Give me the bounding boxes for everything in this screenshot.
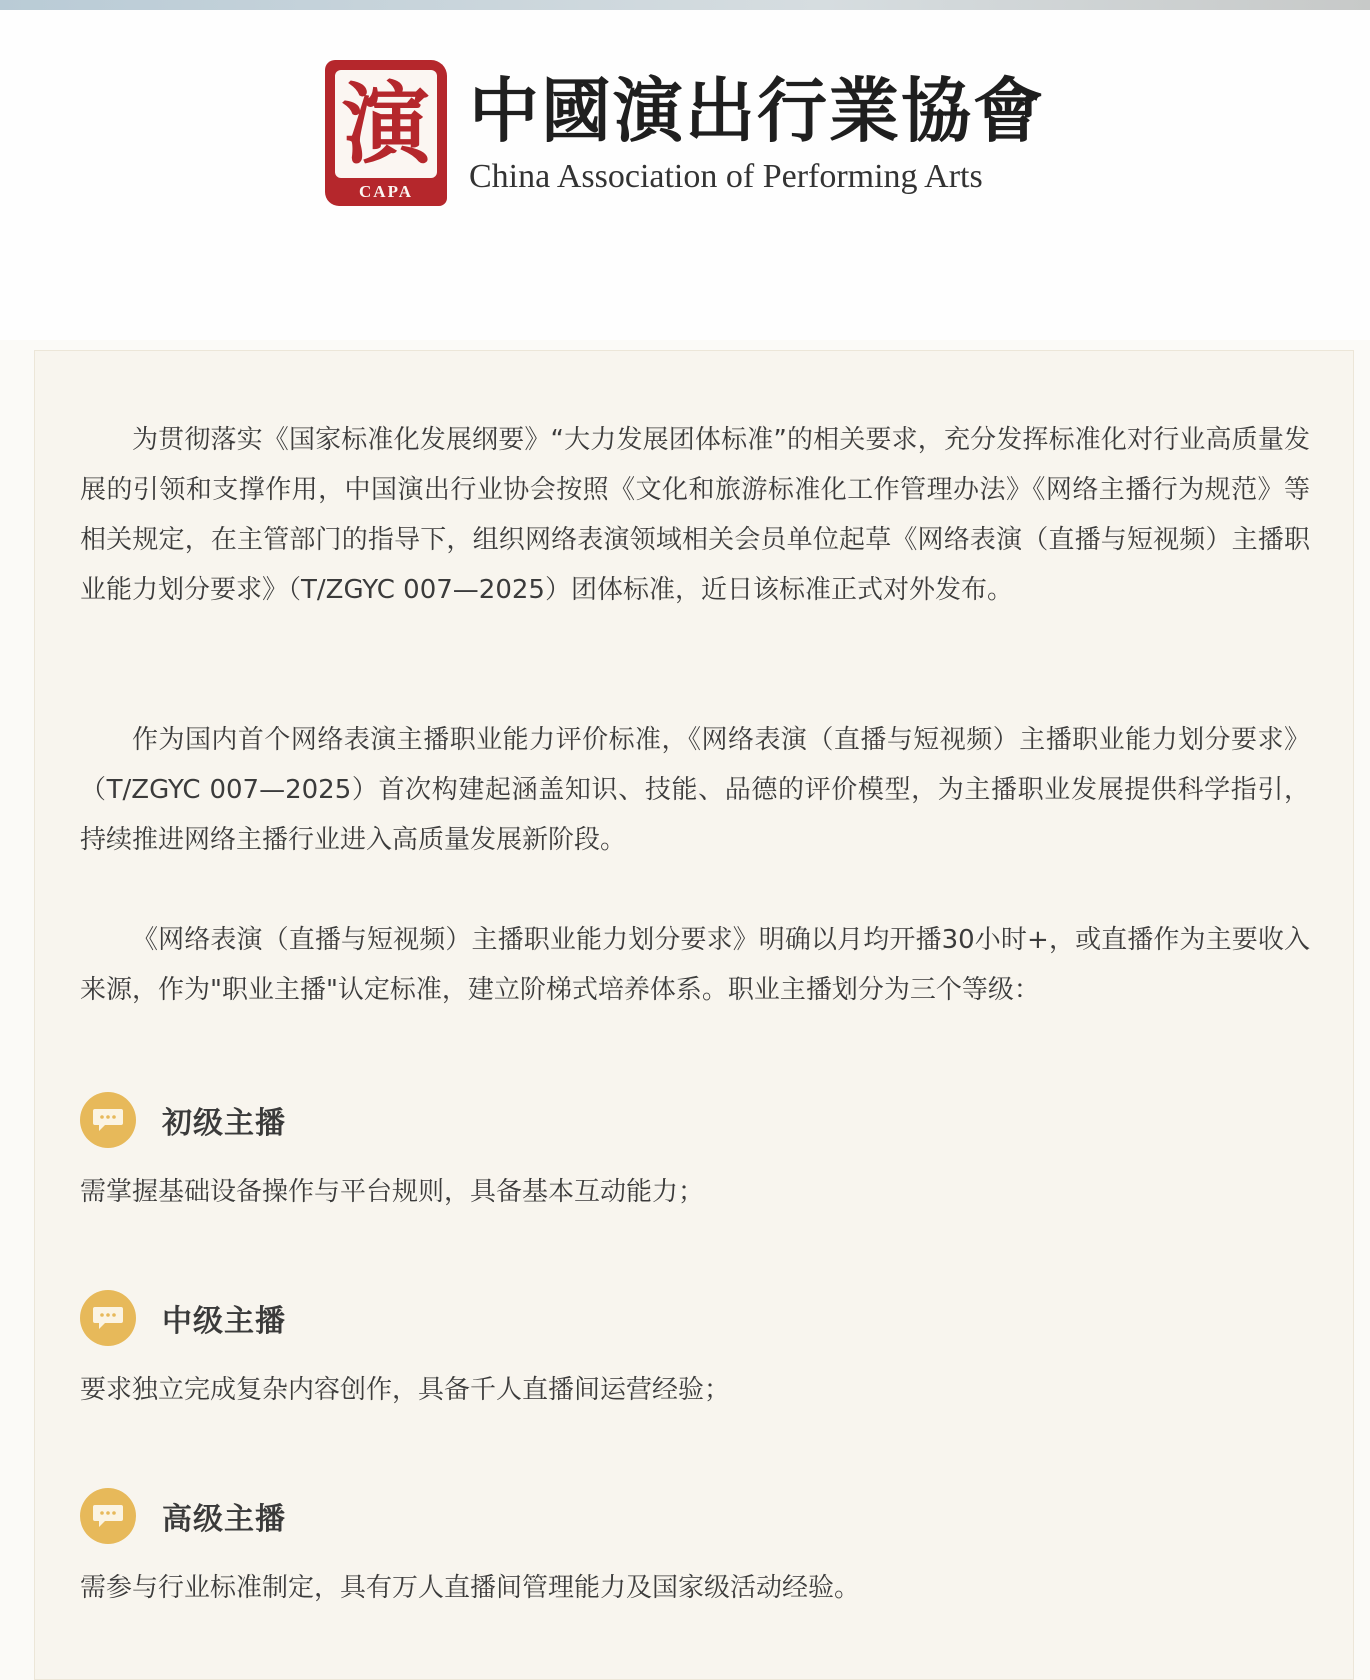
logo-text	[469, 69, 1045, 197]
org-name-chinese: 中國演出行業協會	[469, 69, 1045, 152]
chat-bubble-icon	[80, 1290, 136, 1346]
chat-bubble-icon	[80, 1488, 136, 1544]
level-title: 中级主播	[162, 1304, 286, 1339]
article-paragraph: 《网络表演（直播与短视频）主播职业能力划分要求》明确以月均开播30小时+，或直播作为主要收入来源，作为"职业主播"认定标准，建立阶梯式培养体系。职业主播划分为三个等级：	[80, 925, 1310, 1005]
level-heading-senior	[80, 1488, 286, 1544]
seal-character: 演	[341, 72, 430, 176]
seal-stamp-icon	[325, 60, 447, 206]
level-heading-junior	[80, 1092, 286, 1148]
capa-logo	[325, 60, 1045, 206]
level-description: 要求独立完成复杂内容创作，具备千人直播间运营经验；	[80, 1375, 731, 1405]
level-heading-intermediate	[80, 1290, 286, 1346]
top-edge-strip	[0, 0, 1370, 10]
org-name-english: China Association of Performing Arts	[469, 158, 983, 195]
level-title: 高级主播	[162, 1502, 286, 1537]
article-paragraph: 作为国内首个网络表演主播职业能力评价标准，《网络表演（直播与短视频）主播职业能力划分要求》（T/ZGYC 007—2025）首次构建起涵盖知识、技能、品德的评价模型，为主播职业发展提供科学指引，持续推进网络主播行业进入高质量发展新阶段。	[80, 725, 1310, 855]
level-description: 需参与行业标准制定，具有万人直播间管理能力及国家级活动经验。	[80, 1573, 861, 1603]
seal-label: CAPA	[359, 182, 413, 201]
article-paragraph: 为贯彻落实《国家标准化发展纲要》“大力发展团体标准”的相关要求，充分发挥标准化对行业高质量发展的引领和支撑作用，中国演出行业协会按照《文化和旅游标准化工作管理办法》《网络主播行为规范》等相关规定，在主管部门的指导下，组织网络表演领域相关会员单位起草《网络表演（直播与短视频）主播职业能力划分要求》（T/ZGYC 007—2025）团体标准，近日该标准正式对外发布。	[80, 425, 1310, 605]
header-banner	[0, 10, 1370, 340]
chat-bubble-icon	[80, 1092, 136, 1148]
level-description: 需掌握基础设备操作与平台规则，具备基本互动能力；	[80, 1177, 705, 1207]
level-title: 初级主播	[162, 1106, 286, 1141]
